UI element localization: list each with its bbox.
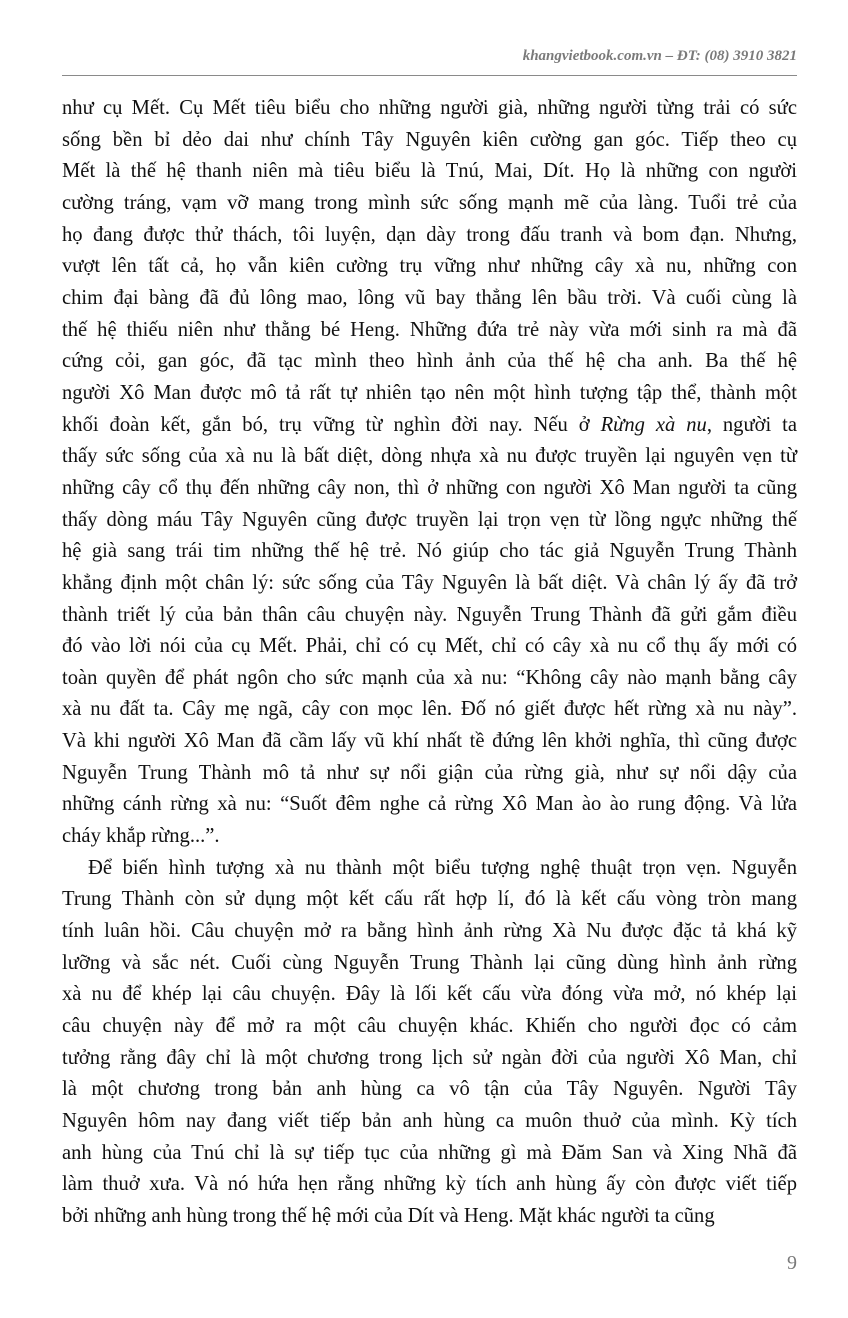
text-line: xà nu đất ta. Cây mẹ ngã, cây con mọc lên. Đố nó giết được hết rừng xà nu này”. — [62, 698, 797, 721]
text-line: họ đang được thử thách, tôi luyện, dạn dày trong đấu tranh và bom đạn. Nhưng, — [62, 223, 797, 246]
paragraph-1 — [62, 93, 797, 410]
page-number: 9 — [787, 1252, 797, 1274]
text-line: toàn quyền để phát ngôn cho sức mạnh của xà nu: “Không cây nào mạnh bằng cây — [62, 666, 797, 689]
text-line: Nguyên hôm nay đang viết tiếp bản anh hùng ca muôn thuở của mình. Kỳ tích — [62, 1110, 797, 1132]
text-line: đó vào lời nói của cụ Mết. Phải, chỉ có cụ Mết, chỉ có cây xà nu cổ thụ ấy mới có — [62, 635, 797, 658]
text-line: là một chương trong bản anh hùng ca vô tận của Tây Nguyên. Người Tây — [62, 1078, 797, 1101]
text-line: xà nu để khép lại câu chuyện. Đây là lối kết cấu vừa đóng vừa mở, nó khép lại — [62, 983, 797, 1006]
text-line: thấy sức sống của xà nu là bất diệt, dòng nhựa xà nu được truyền lại nguyên vẹn từ — [62, 445, 797, 468]
text-line: câu chuyện này để mở ra một câu chuyện khác. Khiến cho người đọc có cảm — [62, 1015, 797, 1038]
text-line: thế hệ thiếu niên như thằng bé Heng. Những đứa trẻ này vừa mới sinh ra mà đã — [62, 318, 797, 341]
text-line: tính luân hồi. Câu chuyện mở ra bằng hình ảnh rừng Xà Nu được đặc tả khá kỹ — [62, 920, 797, 943]
text-line: lưỡng và sắc nét. Cuối cùng Nguyễn Trung Thành lại cũng dùng hình ảnh rừng — [62, 951, 797, 974]
text-line: sống bền bỉ dẻo dai như chính Tây Nguyên kiên cường gan góc. Tiếp theo cụ — [62, 128, 797, 151]
body-text — [62, 93, 797, 1233]
text-line: cường tráng, vạm vỡ mang trong mình sức sống mạnh mẽ của làng. Tuổi trẻ của — [62, 191, 797, 214]
text-line: Mết là thế hệ thanh niên mà tiêu biểu là Tnú, Mai, Dít. Họ là những con người — [62, 160, 797, 183]
work-title-italic: Rừng xà nu — [600, 413, 707, 436]
text-line: như cụ Mết. Cụ Mết tiêu biểu cho những người già, những người từng trải có sức — [62, 97, 797, 119]
text-line: những cánh rừng xà nu: “Suốt đêm nghe cả rừng Xô Man ào ào rung động. Và lửa — [62, 793, 797, 816]
text-line: anh hùng của Tnú chỉ là sự tiếp tục của những gì mà Đăm San và Xing Nhã đã — [62, 1141, 797, 1164]
text-line: Trung Thành còn sử dụng một kết cấu rất hợp lí, đó là kết cấu vòng tròn mang — [62, 888, 797, 911]
text-line: Và khi người Xô Man đã cầm lấy vũ khí nhất tề đứng lên khởi nghĩa, thì cũng được — [62, 730, 797, 753]
text-line: tưởng rằng đây chỉ là một chương trong lịch sử ngàn đời của người Xô Man, chỉ — [62, 1046, 797, 1069]
text-line: vượt lên tất cả, họ vẫn kiên cường trụ vững như những cây xà nu, những con — [62, 255, 797, 278]
text-line: thấy dòng máu Tây Nguyên cũng được truyền lại trọn vẹn từ lồng ngực những thế — [62, 508, 797, 531]
text-line: những cây cổ thụ đến những cây non, thì ở những con người Xô Man người ta cũng — [62, 476, 797, 499]
paragraph-2 — [62, 853, 797, 1233]
text-line: bởi những anh hùng trong thế hệ mới của Dít và Heng. Mặt khác người ta cũng — [62, 1204, 715, 1227]
header-divider — [62, 75, 797, 76]
text-line: cứng cỏi, gan góc, đã tạc mình theo hình ảnh của thế hệ cha anh. Ba thế hệ — [62, 350, 797, 373]
text-line: Để biến hình tượng xà nu thành một biểu tượng nghệ thuật trọn vẹn. Nguyễn — [88, 856, 797, 879]
text-line: người Xô Man được mô tả rất tự nhiên tạo nên một hình tượng tập thể, thành một — [62, 381, 797, 404]
text-line: Nguyễn Trung Thành mô tả như sự nổi giận của rừng già, như sự nổi dậy của — [62, 761, 797, 784]
text-line: cháy khắp rừng...”. — [62, 825, 220, 848]
text-line: khẳng định một chân lý: sức sống của Tây Nguyên là bất diệt. Và chân lý ấy đã trở — [62, 571, 797, 594]
text-line: thành triết lý của bản thân câu chuyện này. Nguyễn Trung Thành đã gửi gắm điều — [62, 603, 797, 626]
text-line: làm thuở xưa. Và nó hứa hẹn rằng những kỳ tích anh hùng ấy còn được viết tiếp — [62, 1173, 797, 1196]
text-segment: khối đoàn kết, gắn bó, trụ vững từ nghìn đời nay. Nếu ở — [62, 413, 601, 436]
paragraph-1-continued — [62, 441, 797, 853]
text-segment: , người ta — [706, 413, 797, 436]
running-header: khangvietbook.com.vn – ĐT: (08) 3910 3821 — [522, 48, 797, 64]
text-line — [62, 410, 797, 442]
text-line: hệ già sang trái tim những thế hệ trẻ. Nó giúp cho tác giả Nguyễn Trung Thành — [62, 540, 797, 563]
text-line: chim đại bàng đã đủ lông mao, lông vũ bay thẳng lên bầu trời. Và cuối cùng là — [62, 286, 797, 309]
